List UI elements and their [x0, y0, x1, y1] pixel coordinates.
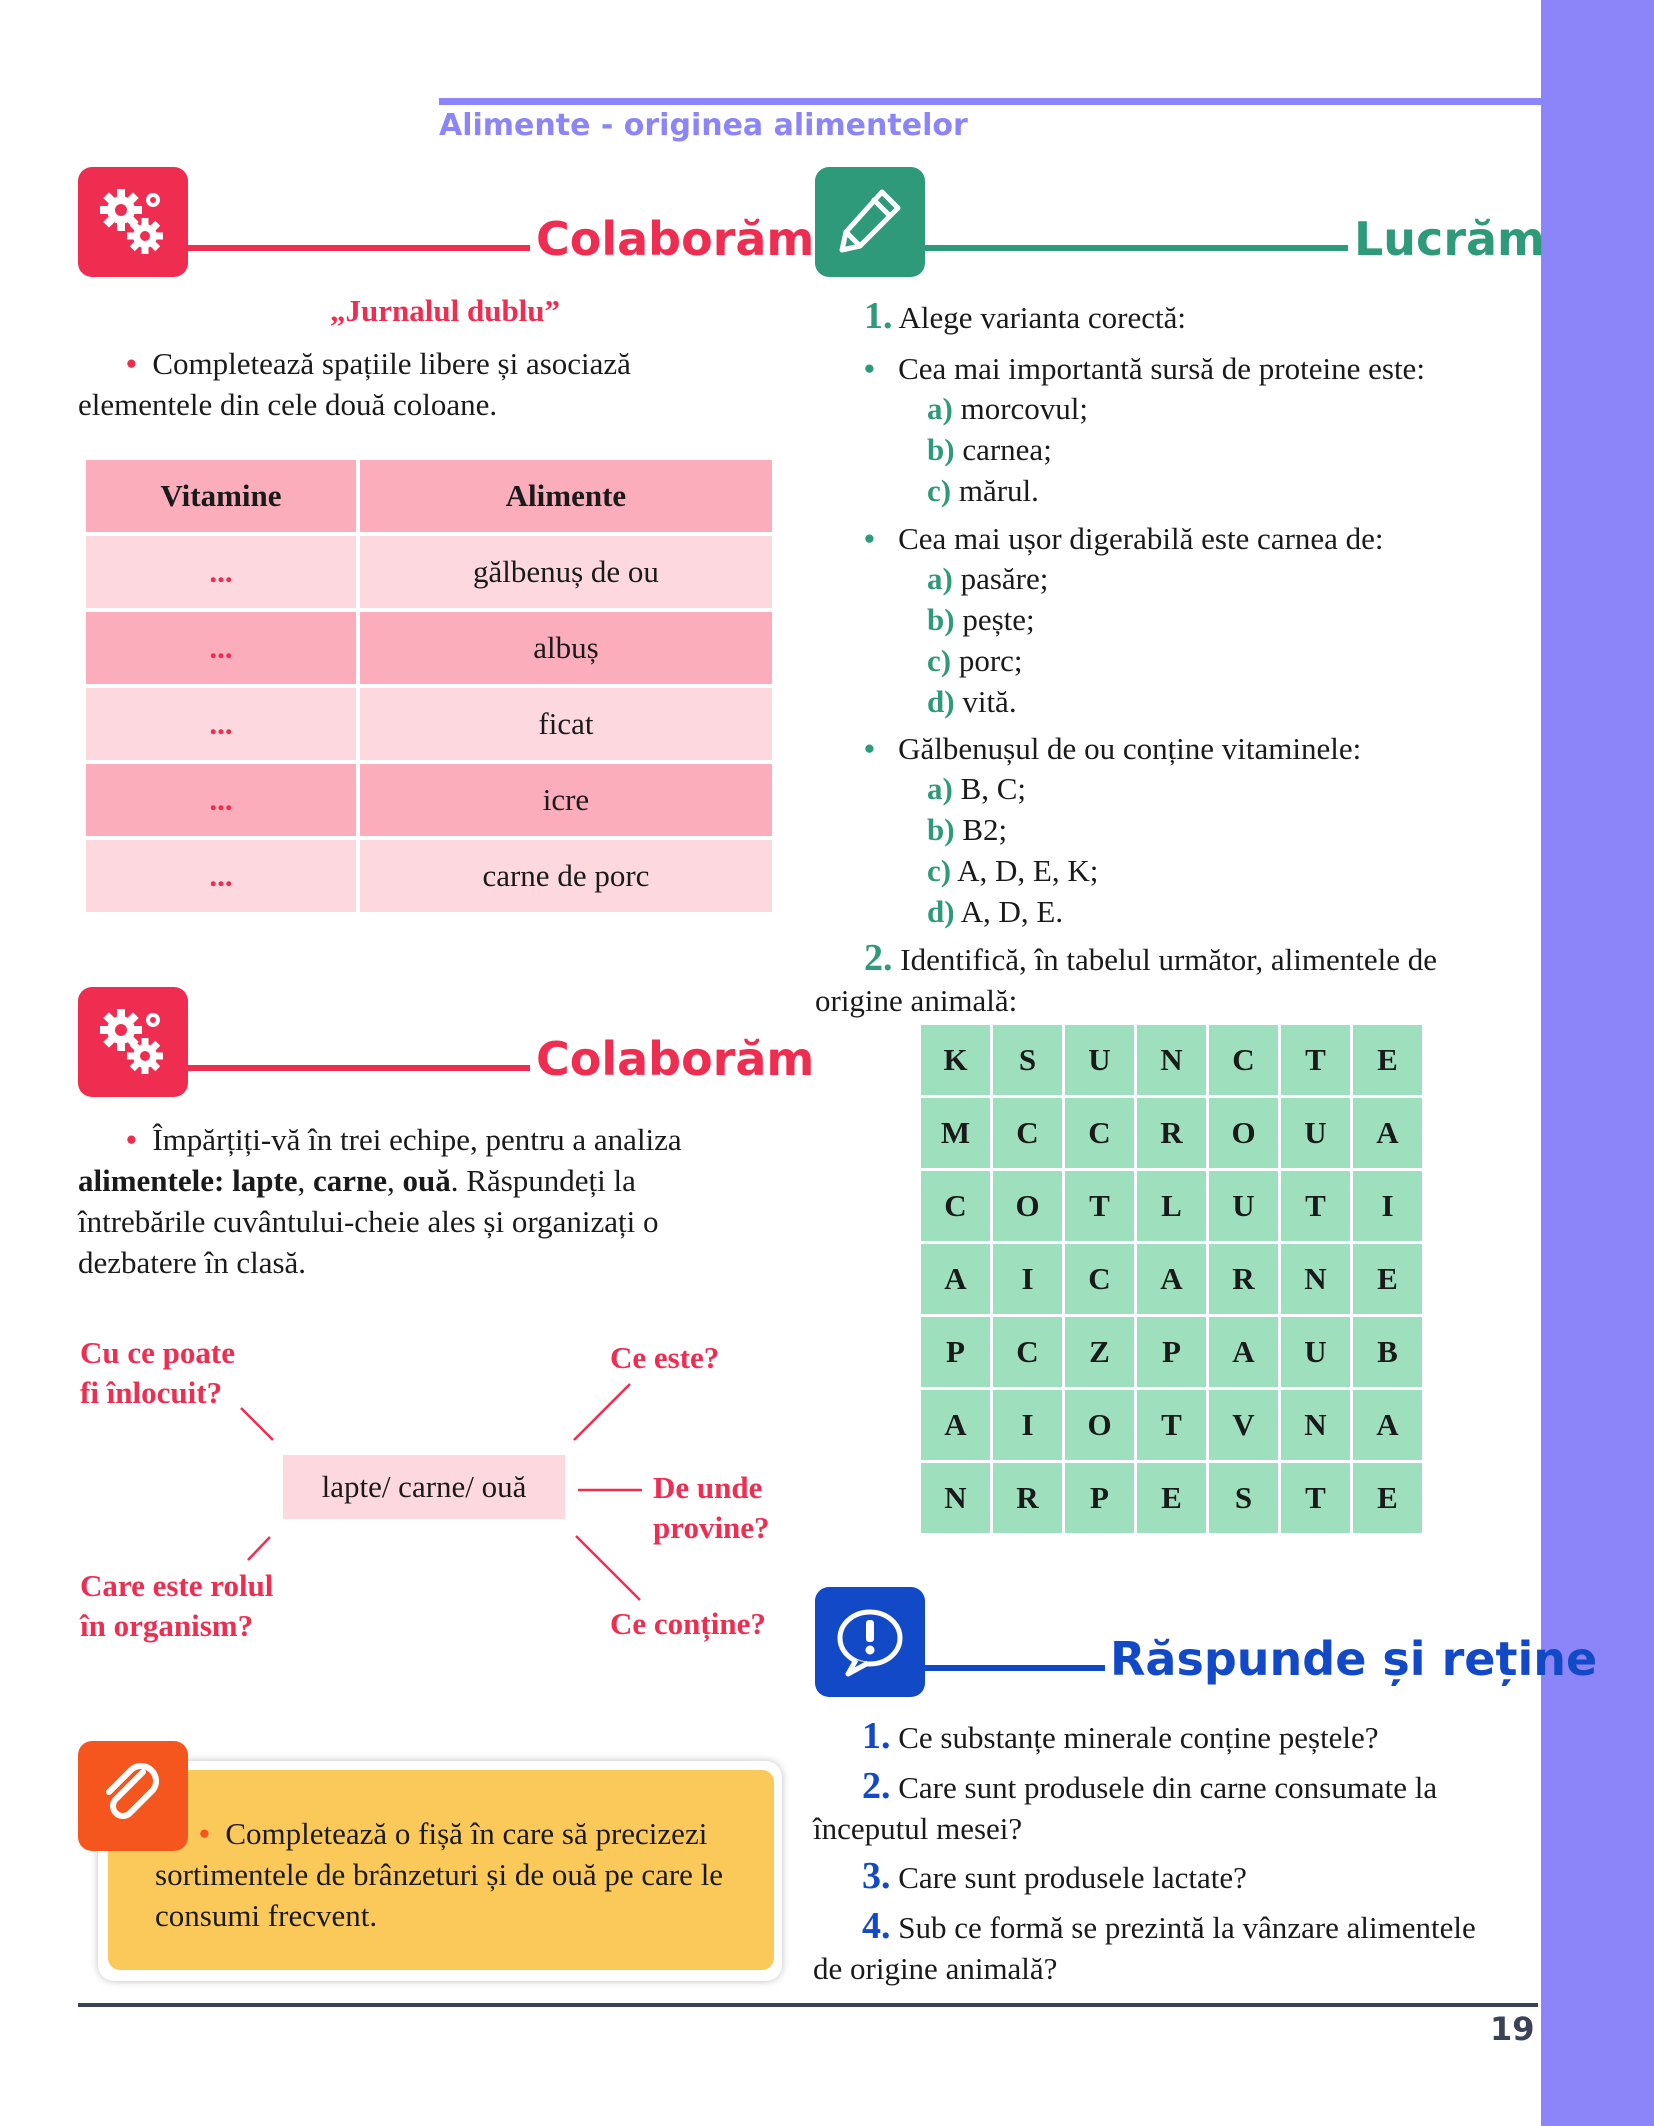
- review-question: 4. Sub ce formă se prezintă la vânzare alimentele de origine animală?: [813, 1905, 1476, 1986]
- grid-cell[interactable]: E: [1353, 1025, 1422, 1095]
- side-strip: [1541, 0, 1654, 2126]
- grid-cell[interactable]: I: [993, 1390, 1062, 1460]
- grid-cell[interactable]: P: [1065, 1463, 1134, 1533]
- grid-cell[interactable]: E: [1353, 1463, 1422, 1533]
- option-b[interactable]: b) B2;: [927, 812, 1008, 847]
- review-question: 2. Care sunt produsele din carne consumate la începutul mesei?: [813, 1765, 1438, 1846]
- grid-cell[interactable]: T: [1281, 1025, 1350, 1095]
- options-list: [927, 558, 1048, 722]
- grid-cell[interactable]: S: [993, 1025, 1062, 1095]
- review-question: 3. Care sunt produsele lactate?: [862, 1855, 1247, 1897]
- table-header: Vitamine: [86, 460, 356, 532]
- blank-cell[interactable]: ...: [86, 612, 356, 684]
- mindmap-question: Cu ce poate fi înlocuit?: [80, 1335, 235, 1410]
- question-item: • Gălbenușul de ou conține vitaminele:: [864, 731, 1362, 766]
- exercise-instruction: • Împărțiți-vă în trei echipe, pentru a analiza alimentele: lapte, carne, ouă. Răspundeți la întrebările cuvântului-cheie ales și organizați o dezbatere în clasă.: [78, 1122, 682, 1280]
- grid-cell[interactable]: U: [1281, 1098, 1350, 1168]
- grid-cell[interactable]: O: [993, 1171, 1062, 1241]
- review-question: 1. Ce substanțe minerale conține peștele?: [862, 1715, 1379, 1757]
- grid-cell[interactable]: A: [1137, 1244, 1206, 1314]
- grid-cell[interactable]: E: [1353, 1244, 1422, 1314]
- blank-cell[interactable]: ...: [86, 764, 356, 836]
- option-c[interactable]: c) porc;: [927, 643, 1023, 678]
- grid-cell[interactable]: C: [993, 1098, 1062, 1168]
- grid-cell[interactable]: R: [1209, 1244, 1278, 1314]
- grid-cell[interactable]: B: [1353, 1317, 1422, 1387]
- question-item: • Cea mai ușor digerabilă este carnea de:: [864, 521, 1384, 556]
- bullet-icon: •: [864, 351, 875, 386]
- grid-cell[interactable]: T: [1281, 1171, 1350, 1241]
- blank-cell[interactable]: ...: [86, 840, 356, 912]
- section-title-raspunde: Răspunde și reține: [1110, 1632, 1598, 1686]
- mindmap-center: lapte/ carne/ ouă: [283, 1455, 565, 1519]
- grid-cell[interactable]: N: [1281, 1244, 1350, 1314]
- grid-row: [921, 1171, 1422, 1241]
- option-c[interactable]: c) A, D, E, K;: [927, 853, 1099, 888]
- section-title-colaboram: Colaborăm: [536, 212, 815, 266]
- blank-cell[interactable]: ...: [86, 688, 356, 760]
- grid-cell[interactable]: V: [1209, 1390, 1278, 1460]
- grid-cell[interactable]: C: [993, 1317, 1062, 1387]
- pencil-icon: [815, 167, 925, 277]
- section-title-colaboram: Colaborăm: [536, 1032, 815, 1086]
- grid-cell[interactable]: K: [921, 1025, 990, 1095]
- options-list: [927, 768, 1098, 932]
- exercise-2-prompt: 2. Identifică, în tabelul următor, alimentele de origine animală:: [815, 937, 1437, 1018]
- grid-row: [921, 1025, 1422, 1095]
- grid-cell[interactable]: N: [1137, 1025, 1206, 1095]
- mindmap-question: De unde provine?: [653, 1470, 770, 1545]
- question-item: • Cea mai importantă sursă de proteine este:: [864, 351, 1425, 386]
- mindmap-connectors: [0, 0, 800, 1700]
- grid-row: [921, 1317, 1422, 1387]
- grid-cell[interactable]: L: [1137, 1171, 1206, 1241]
- grid-row: [921, 1098, 1422, 1168]
- grid-cell[interactable]: U: [1209, 1171, 1278, 1241]
- bullet-icon: •: [864, 731, 875, 766]
- page-number: 19: [1490, 2010, 1535, 2048]
- grid-cell[interactable]: U: [1065, 1025, 1134, 1095]
- option-c[interactable]: c) mărul.: [927, 473, 1039, 508]
- grid-cell[interactable]: N: [921, 1463, 990, 1533]
- footer-rule: [78, 2003, 1538, 2007]
- table-header: Alimente: [360, 460, 772, 532]
- grid-cell[interactable]: M: [921, 1098, 990, 1168]
- grid-cell[interactable]: I: [993, 1244, 1062, 1314]
- note-text: Completează o fișă în care să precizezi sortimentele de brânzeturi și de ouă pe care le consumi frecvent.: [155, 1816, 724, 1933]
- letter-grid: [918, 1022, 1425, 1536]
- grid-cell[interactable]: E: [1137, 1463, 1206, 1533]
- mindmap-question: Ce conține?: [610, 1606, 766, 1641]
- option-b[interactable]: b) pește;: [927, 602, 1035, 637]
- speech-bubble-exclamation-icon: [815, 1587, 925, 1697]
- bullet-icon: •: [126, 346, 137, 381]
- grid-cell[interactable]: O: [1065, 1390, 1134, 1460]
- section-rule: [925, 1665, 1105, 1671]
- bullet-icon: •: [199, 1816, 210, 1851]
- grid-cell[interactable]: P: [1137, 1317, 1206, 1387]
- mindmap-question: Care este rolul în organism?: [80, 1568, 274, 1643]
- option-d[interactable]: d) A, D, E.: [927, 894, 1064, 929]
- section-rule: [925, 245, 1348, 251]
- option-a[interactable]: a) B, C;: [927, 771, 1027, 806]
- grid-cell[interactable]: C: [1209, 1025, 1278, 1095]
- food-cell: icre: [360, 764, 772, 836]
- grid-cell[interactable]: S: [1209, 1463, 1278, 1533]
- grid-cell[interactable]: C: [921, 1171, 990, 1241]
- grid-cell[interactable]: O: [1209, 1098, 1278, 1168]
- option-d[interactable]: d) vită.: [927, 684, 1017, 719]
- grid-row: [921, 1244, 1422, 1314]
- grid-cell[interactable]: T: [1137, 1390, 1206, 1460]
- option-a[interactable]: a) morcovul;: [927, 391, 1088, 426]
- food-cell: ficat: [360, 688, 772, 760]
- running-title: Alimente - originea alimentelor: [439, 108, 968, 143]
- grid-cell[interactable]: R: [993, 1463, 1062, 1533]
- grid-cell[interactable]: I: [1353, 1171, 1422, 1241]
- grid-cell[interactable]: T: [1281, 1463, 1350, 1533]
- grid-cell[interactable]: N: [1281, 1390, 1350, 1460]
- options-list: [927, 388, 1088, 511]
- blank-cell[interactable]: ...: [86, 536, 356, 608]
- food-cell: gălbenuș de ou: [360, 536, 772, 608]
- exercise-1-prompt: 1. Alege varianta corectă:: [864, 295, 1186, 337]
- grid-cell[interactable]: Z: [1065, 1317, 1134, 1387]
- grid-cell[interactable]: A: [1353, 1098, 1422, 1168]
- note-text-block: [155, 1813, 735, 1936]
- grid-cell[interactable]: R: [1137, 1098, 1206, 1168]
- option-a[interactable]: a) pasăre;: [927, 561, 1049, 596]
- mindmap-question: Ce este?: [610, 1340, 720, 1375]
- grid-cell[interactable]: A: [921, 1390, 990, 1460]
- grid-row: [921, 1390, 1422, 1460]
- exercise-subtitle: „Jurnalul dublu”: [330, 293, 561, 328]
- grid-cell[interactable]: T: [1065, 1171, 1134, 1241]
- grid-cell[interactable]: C: [1065, 1244, 1134, 1314]
- grid-cell[interactable]: U: [1281, 1317, 1350, 1387]
- bullet-icon: •: [126, 1122, 137, 1157]
- bullet-icon: •: [864, 521, 875, 556]
- food-cell: albuș: [360, 612, 772, 684]
- grid-cell[interactable]: C: [1065, 1098, 1134, 1168]
- option-b[interactable]: b) carnea;: [927, 432, 1052, 467]
- food-cell: carne de porc: [360, 840, 772, 912]
- grid-cell[interactable]: A: [1353, 1390, 1422, 1460]
- grid-cell[interactable]: A: [921, 1244, 990, 1314]
- section-title-lucram: Lucrăm: [1354, 212, 1545, 266]
- grid-cell[interactable]: A: [1209, 1317, 1278, 1387]
- grid-cell[interactable]: P: [921, 1317, 990, 1387]
- instruction-text: Completează spațiile libere și asociază elementele din cele două coloane.: [78, 346, 631, 422]
- grid-row: [921, 1463, 1422, 1533]
